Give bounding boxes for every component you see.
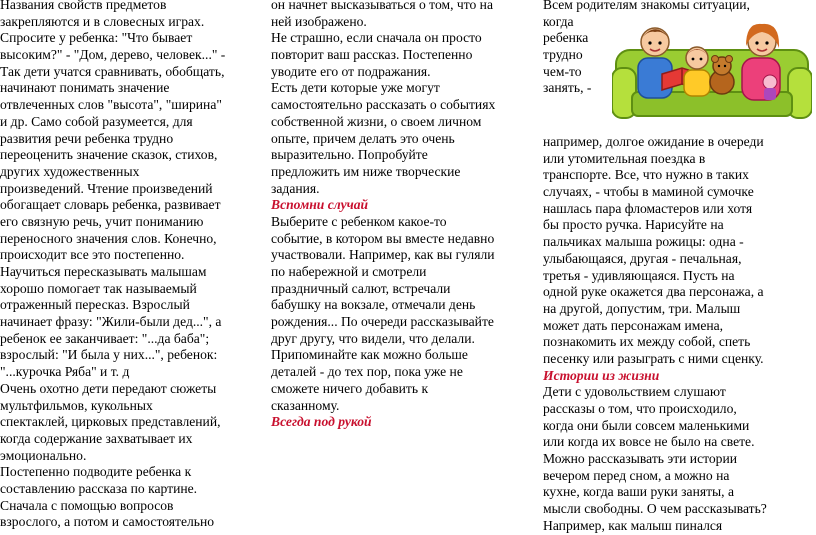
text-line: праздничный салют, встречали [271, 280, 451, 296]
text-line: закрепляются и в словесных играх. [0, 13, 205, 29]
text-line: Научиться пересказывать малышам [0, 264, 207, 279]
text-line: когда [543, 13, 574, 29]
text-line: трудно [543, 47, 583, 63]
text-line: сможете ничего добавить к [271, 380, 429, 396]
text-line: рассказы о том, что происходило, [543, 401, 737, 416]
text-line: Так дети учатся сравнивать, обобщать, [0, 63, 225, 79]
text-line: спектаклей, цирковых представлений, [0, 414, 221, 430]
text-line: рождения... По очереди рассказывайте [271, 314, 494, 330]
text-line: обогащает словарь ребенка, развивает [0, 197, 221, 213]
text-line: эмоционально. [0, 447, 87, 463]
text-line: участвовали. Например, как вы гуляли [271, 247, 495, 263]
text-line: уводите его от подражания. [271, 63, 431, 79]
text-line: на другой, допустим, три. Малыш [543, 300, 741, 316]
text-line: выразительно. Попробуйте [271, 147, 428, 163]
text-line: чем-то [543, 63, 582, 79]
text-line: Очень охотно дети передают сюжеты [0, 380, 217, 396]
text-line: ребенок ее заканчивает: "...да баба"; [0, 330, 210, 346]
text-line: задания. [271, 180, 320, 196]
text-line: одной руке окажется два персонажа, а [543, 284, 764, 300]
text-line: "...курочка Ряба" и т. д [0, 364, 130, 380]
text-line: Сначала с помощью вопросов [0, 497, 174, 513]
text-line: вечером перед сном, а можно на [543, 467, 730, 483]
text-line: высоким?" - "Дом, дерево, человек..." - [0, 47, 226, 63]
text-line: опыте, причем делать это очень [271, 130, 455, 146]
text-line: случаях, - чтобы в маминой сумочке [543, 184, 754, 200]
text-line: кухне, когда ваши руки заняты, а [543, 484, 735, 500]
column-3-body [543, 134, 816, 535]
text-line: когда содержание захватывает их [0, 430, 193, 446]
text-line: он начнет высказываться о том, что на [271, 0, 493, 12]
text-line: развития речи ребенка трудно [0, 130, 174, 146]
text-line: песенку или разыграть с ними сценку. [543, 350, 764, 366]
text-line: Можно рассказывать эти истории [543, 451, 738, 467]
text-line: событие, в котором вы вместе недавно [271, 230, 495, 246]
text-line: предложить им ниже творческие [271, 163, 461, 179]
text-line: взрослый: "И была у них...", ребенок: [0, 347, 218, 363]
text-line: или когда их вовсе не было на свете. [543, 434, 755, 450]
text-line: переоценить значение сказок, стихов, [0, 147, 218, 163]
text-line: его связную речь, учит пониманию [0, 213, 204, 229]
text-line: Всем родителям знакомы ситуации, [543, 0, 750, 12]
section-heading-life-stories: Истории из жизни [543, 367, 660, 383]
text-line: бы просто ручка. Нарисуйте на [543, 217, 724, 233]
text-line: транспорте. Все, что нужно в таких [543, 167, 749, 183]
text-line: Не страшно, если сначала он просто [271, 30, 482, 46]
text-line: или утомительная поездка в [543, 150, 706, 166]
text-line: составлению рассказа по картине. [0, 480, 198, 496]
family-reading-illustration [612, 12, 812, 124]
text-line: например, долгое ожидание в очереди [543, 134, 764, 149]
text-line: Выберите с ребенком какое-то [271, 213, 447, 229]
text-line: ней изображено. [271, 13, 367, 29]
section-heading-remember: Вспомни случай [271, 197, 369, 213]
section-heading-always-at-hand: Всегда под рукой [271, 414, 372, 430]
text-line: Постепенно подводите ребенка к [0, 464, 192, 480]
text-line: Дети с удовольствием слушают [543, 384, 726, 400]
text-line: происходит все это постепенно. [0, 247, 185, 263]
text-line: деталей - до тех пор, пока уже не [271, 364, 463, 380]
text-line: собственной жизни, о своем личном [271, 113, 482, 129]
text-line: мультфильмов, кукольных [0, 397, 153, 413]
text-line: нашлась пара фломастеров или хотя [543, 200, 753, 216]
text-line: пальчиках малыша рожицы: одна - [543, 234, 744, 250]
text-line: Например, как малыш пинался [543, 517, 723, 533]
text-line: других художественных [0, 163, 140, 179]
text-line: друг другу, что видели, что делали. [271, 330, 475, 346]
text-line: занять, - [543, 80, 592, 96]
text-line: произведений. Чтение произведений [0, 180, 213, 196]
text-line: когда они были совсем маленькими [543, 417, 750, 433]
text-line: улыбающаяся, другая - печальная, [543, 250, 742, 266]
text-line: начинают понимать значение [0, 80, 170, 96]
text-line: повторит ваш рассказ. Постепенно [271, 47, 473, 63]
text-line: может дать персонажам имена, [543, 317, 724, 333]
text-line: познакомить их между собой, спеть [543, 334, 751, 350]
text-line: Припоминайте как можно больше [271, 347, 468, 363]
text-line: и др. Само собой разумеется, для [0, 113, 193, 129]
text-line: отраженный пересказ. Взрослый [0, 297, 190, 313]
text-line: переносного значения слов. Конечно, [0, 230, 217, 246]
text-line: начинает фразу: "Жили-были дед...", а [0, 314, 222, 330]
text-line: сказанному. [271, 397, 340, 413]
text-line: Есть дети которые уже могут [271, 80, 440, 96]
text-line: ребенка [543, 30, 589, 46]
text-line: отвлеченных слов "высота", "ширина" [0, 97, 222, 113]
text-line: Названия свойств предметов [0, 0, 167, 12]
text-line: взрослого, а потом и самостоятельно [0, 514, 215, 530]
column-1 [0, 0, 262, 531]
text-line: по набережной и смотрели [271, 264, 427, 279]
text-line: самостоятельно рассказать о событиях [271, 97, 496, 113]
text-line: бабушку на вокзале, отмечали день [271, 297, 476, 313]
text-line: Спросите у ребенка: "Что бывает [0, 30, 193, 46]
text-line: третья - удивляющаяся. Пусть на [543, 267, 735, 283]
text-line: хорошо помогает так называемый [0, 280, 197, 296]
column-2 [271, 0, 533, 431]
text-line: мысли свободны. О чем рассказывать? [543, 501, 767, 517]
